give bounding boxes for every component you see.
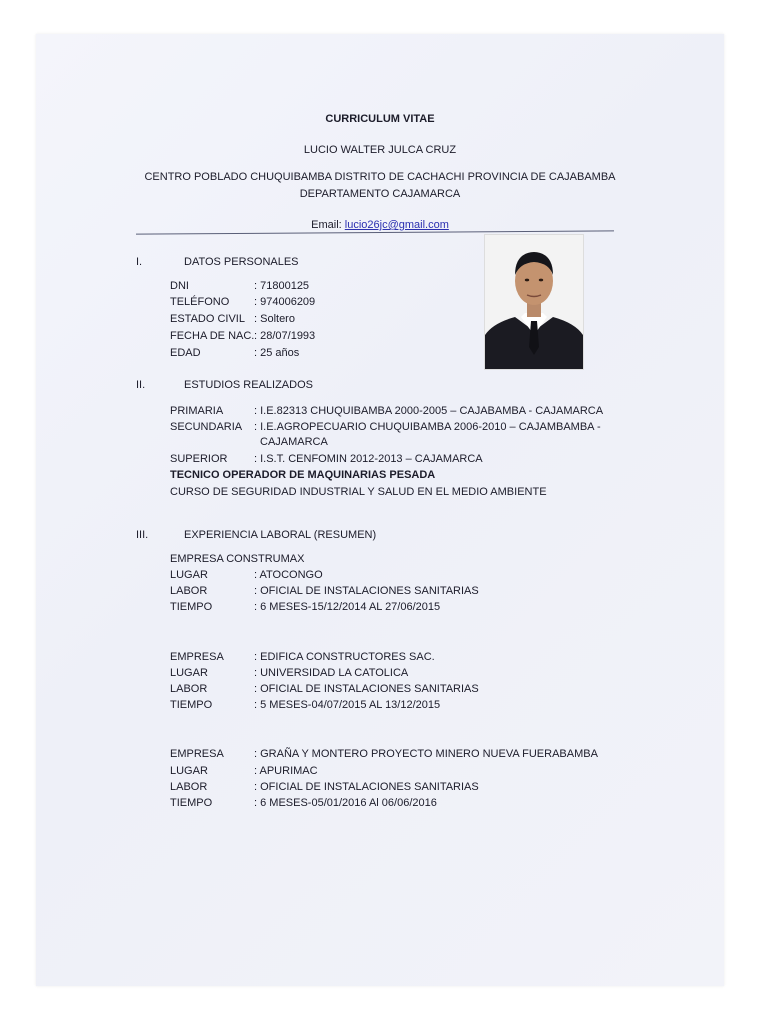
section-number-personal: I. [136, 256, 143, 268]
job-2-value-empresa: : EDIFICA CONSTRUCTORES SAC. [254, 651, 435, 663]
field-label-dni: DNI [170, 280, 189, 292]
study-value-secundaria-cont: CAJAMARCA [260, 436, 328, 448]
job-1-value-labor: : OFICIAL DE INSTALACIONES SANITARIAS [254, 585, 479, 597]
email-line [36, 218, 724, 232]
email-link[interactable]: lucio26jc@gmail.com [344, 219, 449, 231]
job-3-value-lugar: : APURIMAC [254, 765, 318, 777]
study-label-superior: SUPERIOR [170, 453, 228, 465]
job-1-value-lugar: : ATOCONGO [254, 569, 323, 581]
section-number-studies: II. [136, 379, 146, 391]
field-value-estado-civil: : Soltero [254, 313, 295, 325]
course-title: CURSO DE SEGURIDAD INDUSTRIAL Y SALUD EN EL MEDIO AMBIENTE [170, 486, 547, 498]
study-label-secundaria: SECUNDARIA [170, 421, 243, 433]
section-title-experience: EXPERIENCIA LABORAL (RESUMEN) [184, 529, 377, 541]
address-line-2: DEPARTAMENTO CAJAMARCA [299, 188, 461, 200]
address-line-1: CENTRO POBLADO CHUQUIBAMBA DISTRITO DE CACHACHI PROVINCIA DE CAJABAMBA [144, 171, 616, 183]
job-1-label-tiempo: TIEMPO [170, 601, 213, 613]
study-value-secundaria: : I.E.AGROPECUARIO CHUQUIBAMBA 2006-2010 – CAJAMBAMBA - [254, 421, 601, 433]
job-3-label-labor: LABOR [170, 781, 208, 793]
job-1-company: EMPRESA CONSTRUMAX [170, 553, 305, 565]
field-value-dni: : 71800125 [254, 280, 310, 292]
section-number-experience: III. [136, 529, 149, 541]
section-title-studies: ESTUDIOS REALIZADOS [184, 379, 313, 391]
job-2-label-lugar: LUGAR [170, 667, 208, 679]
field-value-fecha-nac: : 28/07/1993 [254, 330, 316, 342]
job-1-value-tiempo: : 6 MESES-15/12/2014 AL 27/06/2015 [254, 601, 441, 613]
job-1-label-lugar: LUGAR [170, 569, 208, 581]
job-3-label-lugar: LUGAR [170, 765, 208, 777]
field-value-edad: : 25 años [254, 347, 300, 359]
job-3-value-tiempo: : 6 MESES-05/01/2016 Al 06/06/2016 [254, 797, 437, 809]
study-value-superior: : I.S.T. CENFOMIN 2012-2013 – CAJAMARCA [254, 453, 483, 465]
job-3-label-tiempo: TIEMPO [170, 797, 213, 809]
job-3-label-empresa: EMPRESA [170, 748, 224, 760]
field-label-edad: EDAD [170, 347, 201, 359]
cv-page [36, 34, 724, 986]
section-title-personal: DATOS PERSONALES [184, 256, 299, 268]
study-value-primaria: : I.E.82313 CHUQUIBAMBA 2000-2005 – CAJABAMBA - CAJAMARCA [254, 405, 604, 417]
person-name: LUCIO WALTER JULCA CRUZ [303, 144, 457, 156]
email-label: Email: [311, 219, 342, 231]
field-label-telefono: TELÉFONO [170, 296, 230, 308]
job-2-value-labor: : OFICIAL DE INSTALACIONES SANITARIAS [254, 683, 479, 695]
job-2-value-tiempo: : 5 MESES-04/07/2015 AL 13/12/2015 [254, 699, 441, 711]
job-2-label-empresa: EMPRESA [170, 651, 224, 663]
study-label-primaria: PRIMARIA [170, 405, 224, 417]
job-2-value-lugar: : UNIVERSIDAD LA CATOLICA [254, 667, 409, 679]
field-label-estado-civil: ESTADO CIVIL [170, 313, 245, 325]
portrait-image [485, 235, 583, 369]
job-2-label-tiempo: TIEMPO [170, 699, 213, 711]
field-value-telefono: : 974006209 [254, 296, 316, 308]
job-3-value-empresa: : GRAÑA Y MONTERO PROYECTO MINERO NUEVA FUERABAMBA [254, 748, 598, 760]
field-label-fecha-nac: FECHA DE NAC. [170, 330, 255, 342]
cv-title: CURRICULUM VITAE [325, 113, 435, 125]
job-2-label-labor: LABOR [170, 683, 208, 695]
job-3-value-labor: : OFICIAL DE INSTALACIONES SANITARIAS [254, 781, 479, 793]
job-1-label-labor: LABOR [170, 585, 208, 597]
degree-title: TECNICO OPERADOR DE MAQUINARIAS PESADA [170, 469, 436, 481]
profile-photo [484, 234, 584, 370]
